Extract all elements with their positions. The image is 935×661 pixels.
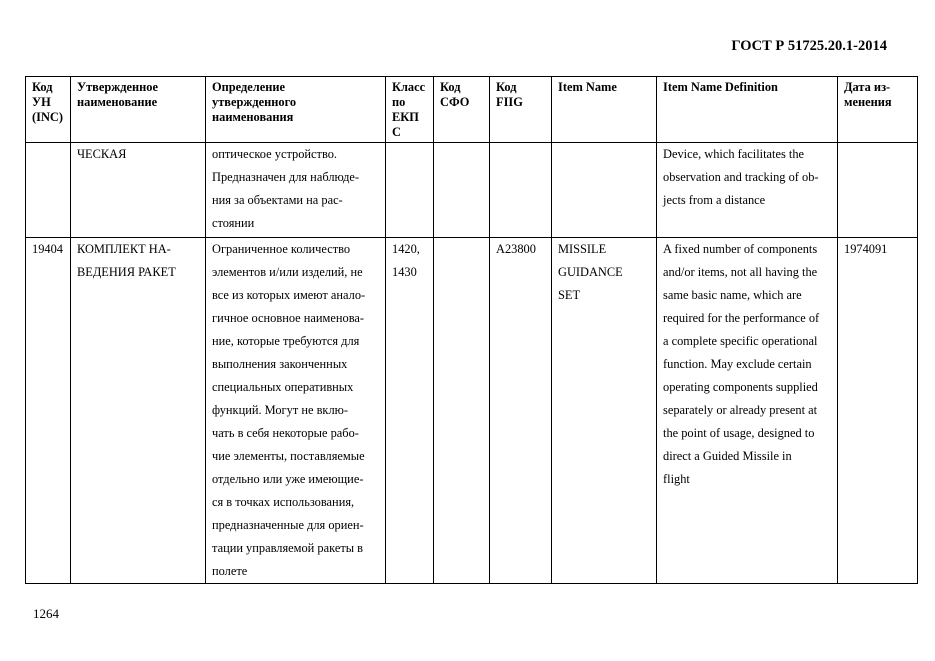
header-class: [386, 77, 434, 143]
cell-line: jects from a distance: [663, 193, 766, 207]
cell-line: Определение: [212, 80, 286, 94]
cell-line: наименование: [77, 95, 158, 109]
cell-line: and/or items, not all having the: [663, 265, 818, 279]
cell-item-definition: [657, 238, 838, 584]
table-row: [26, 238, 918, 584]
header-definition: [206, 77, 386, 143]
table-header-row: [26, 77, 918, 143]
cell-line: MISSILE: [558, 242, 607, 256]
cell-line: стоянии: [212, 216, 255, 230]
cell-line: УН: [32, 95, 51, 109]
cell-line: Предназначен для наблюде-: [212, 170, 360, 184]
cell-line: 1430: [392, 265, 417, 279]
cell-line: функций. Могут не вклю-: [212, 403, 349, 417]
cell-item-name: [552, 238, 657, 584]
cell-line: выполнения законченных: [212, 357, 348, 371]
cell-line: все из которых имеют анало-: [212, 288, 366, 302]
cell-line: ЕКП: [392, 110, 419, 124]
cell-line: operating components supplied: [663, 380, 818, 394]
cell-line: предназначенные для ориен-: [212, 518, 364, 532]
cell-line: чие элементы, поставляемые: [212, 449, 365, 463]
cell-item-name: [552, 143, 657, 238]
cell-line: ния за объектами на рас-: [212, 193, 343, 207]
cell-line: required for the performance of: [663, 311, 820, 325]
cell-line: КОМПЛЕКТ НА-: [77, 242, 171, 256]
cell-date: 1974091: [838, 238, 918, 584]
header-item-definition: [657, 77, 838, 143]
cell-line: Утвержденное: [77, 80, 158, 94]
cell-line: Device, which facilitates the: [663, 147, 805, 161]
cell-line: a complete specific operational: [663, 334, 818, 348]
cell-line: (INC): [32, 110, 63, 124]
cell-line: отдельно или уже имеющие-: [212, 472, 364, 486]
cell-line: 1420,: [392, 242, 420, 256]
cell-class: [386, 238, 434, 584]
cell-line: flight: [663, 472, 690, 486]
cell-line: A fixed number of components: [663, 242, 818, 256]
cell-line: Ограниченное количество: [212, 242, 351, 256]
header-date: [838, 77, 918, 143]
cell-line: утвержденного: [212, 95, 297, 109]
header-item-name: [552, 77, 657, 143]
cell-line: чать в себя некоторые рабо-: [212, 426, 359, 440]
page-number: 1264: [33, 606, 59, 621]
cell-line: SET: [558, 288, 581, 302]
table-row: [26, 143, 918, 238]
cell-line: Item Name: [558, 80, 617, 94]
cell-class: [386, 143, 434, 238]
cell-line: ся в точках использования,: [212, 495, 355, 509]
cell-line: direct a Guided Missile in: [663, 449, 792, 463]
cell-line: Код: [440, 80, 461, 94]
cell-fiig: A23800: [490, 238, 552, 584]
cell-approved-name: [71, 143, 206, 238]
cell-approved-name: [71, 238, 206, 584]
cell-sfo: [434, 238, 490, 584]
cell-sfo: [434, 143, 490, 238]
cell-line: СФО: [440, 95, 470, 109]
cell-line: ЧЕСКАЯ: [77, 147, 127, 161]
cell-line: Код: [32, 80, 53, 94]
cell-line: менения: [844, 95, 892, 109]
cell-line: наименования: [212, 110, 294, 124]
cell-line: GUIDANCE: [558, 265, 623, 279]
cell-inc: 19404: [26, 238, 71, 584]
cell-item-definition: [657, 143, 838, 238]
cell-line: специальных оперативных: [212, 380, 354, 394]
cell-line: С: [392, 125, 401, 139]
header-fiig: [490, 77, 552, 143]
cell-line: оптическое устройство.: [212, 147, 338, 161]
cell-line: Код: [496, 80, 517, 94]
cell-line: separately or already present at: [663, 403, 818, 417]
cell-line: same basic name, which are: [663, 288, 802, 302]
cell-line: ВЕДЕНИЯ РАКЕТ: [77, 265, 176, 279]
header-inc: [26, 77, 71, 143]
cell-date: [838, 143, 918, 238]
document-code: ГОСТ Р 51725.20.1-2014: [731, 38, 887, 54]
cell-line: по: [392, 95, 406, 109]
cell-line: FIIG: [496, 95, 523, 109]
cell-line: гичное основное наименова-: [212, 311, 365, 325]
cell-line: Дата из-: [844, 80, 891, 94]
cell-inc: [26, 143, 71, 238]
cell-line: Item Name Definition: [663, 80, 778, 94]
cell-line: the point of usage, designed to: [663, 426, 815, 440]
cell-definition: [206, 238, 386, 584]
cell-fiig: [490, 143, 552, 238]
cell-line: элементов и/или изделий, не: [212, 265, 363, 279]
classification-table: [25, 76, 918, 584]
cell-definition: [206, 143, 386, 238]
cell-line: ние, которые требуются для: [212, 334, 360, 348]
cell-line: Класс: [392, 80, 426, 94]
cell-line: observation and tracking of ob-: [663, 170, 819, 184]
header-approved-name: [71, 77, 206, 143]
cell-line: тации управляемой ракеты в: [212, 541, 364, 555]
cell-line: полете: [212, 564, 248, 578]
header-sfo: [434, 77, 490, 143]
cell-line: function. May exclude certain: [663, 357, 812, 371]
